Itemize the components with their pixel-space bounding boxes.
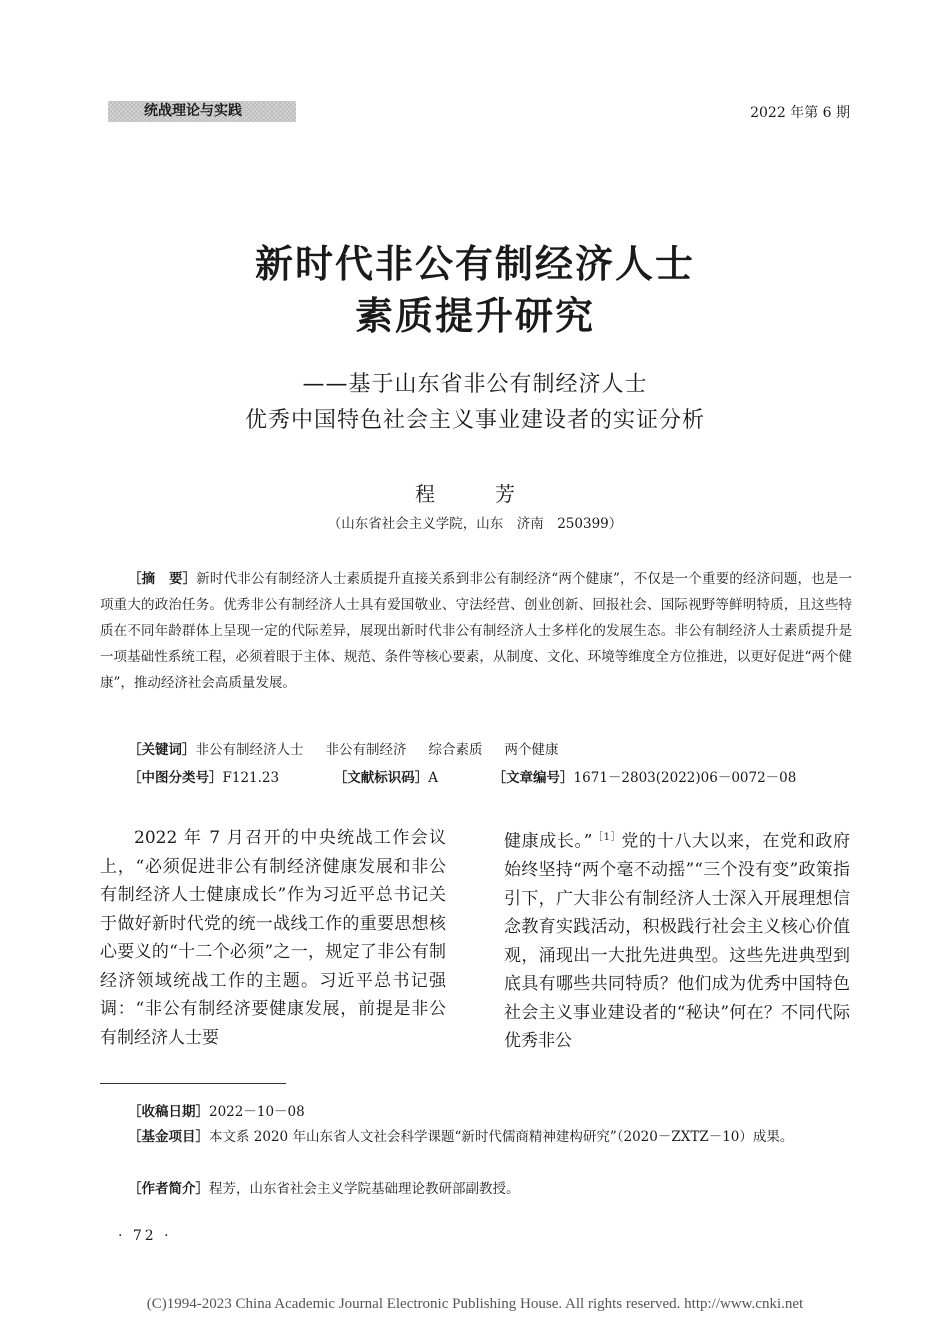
received-date: [128, 1101, 852, 1123]
footnote-divider: [100, 1083, 286, 1084]
keyword-item: 非公有制经济人士: [195, 742, 304, 758]
abstract-label: ［摘 要］: [128, 571, 197, 587]
doc-code-value: A: [428, 770, 438, 786]
body-right-rest: 党的十八大以来，在党和政府始终坚持“两个毫不动摇”“三个没有变”政策指引下，广大非公有制经济人士深入开展理想信念教育实践活动，积极践行社会主义核心价值观，涌现出一大批先进典型。这些先进典型到底具有哪些共同特质？他们成为优秀中国特色社会主义事业建设者的“秘诀”何在？不同代际优秀非公: [504, 831, 850, 1052]
clc-label: ［中图分类号］: [128, 770, 223, 786]
received-label: ［收稿日期］: [128, 1104, 209, 1120]
article-id-value: 1671－2803(2022)06－0072－08: [573, 770, 797, 786]
issue-label: 2022 年第 6 期: [750, 105, 850, 121]
keyword-item: 两个健康: [504, 742, 559, 758]
classification-line: [128, 766, 796, 786]
abstract-text: 新时代非公有制经济人士素质提升直接关系到非公有制经济“两个健康”，不仅是一个重要的经济问题，也是一项重大的政治任务。优秀非公有制经济人士具有爱国敬业、守法经营、创业创新、回报社会、国际视野等鲜明特质，且这些特质在不同年龄群体上呈现一定的代际差异，展现出新时代非公有制经济人士多样化的发展生态。非公有制经济人士素质提升是一项基础性系统工程，必须着眼于主体、规范、条件等核心要素，从制度、文化、环境等维度全方位推进，以更好促进“两个健康”，推动经济社会高质量发展。: [100, 571, 852, 691]
title-line-2: 素质提升研究: [354, 294, 595, 338]
keyword-item: 非公有制经济: [325, 742, 407, 758]
subtitle-line-2: 优秀中国特色社会主义事业建设者的实证分析: [244, 408, 705, 433]
bio-value: 程芳，山东省社会主义学院基础理论教研部副教授。: [209, 1181, 520, 1197]
doc-code-label: ［文献标识码］: [333, 770, 429, 786]
section-tag: [108, 101, 296, 122]
page-number: · 72 ·: [118, 1228, 172, 1244]
author-bio: [128, 1178, 852, 1200]
abstract: [100, 566, 852, 696]
author-name: 程 芳: [415, 482, 535, 506]
body-column-left: 2022 年 7 月召开的中央统战工作会议上，“必须促进非公有制经济健康发展和非公有制经济人士健康成长”作为习近平总书记关于做好新时代党的统一战线工作的重要思想核心要义的“十二个必须”之一，规定了非公有制经济领域统战工作的主题。习近平总书记强调：“非公有制经济要健康发展，前提是非公有制经济人士要: [100, 828, 446, 1048]
keyword-item: 综合素质: [428, 742, 483, 758]
title-line-1: 新时代非公有制经济人士: [254, 242, 695, 286]
keywords: [128, 738, 581, 758]
body-right-start: 健康成长。”: [504, 831, 593, 852]
fund-label: ［基金项目］: [128, 1129, 209, 1145]
copyright-footer: (C)1994-2023 China Academic Journal Electronic Publishing House. All rights reserved. http://www.cnki.net: [146, 1296, 804, 1312]
subtitle-line-1: ——基于山东省非公有制经济人士: [302, 372, 648, 397]
fund-project: [100, 1126, 852, 1148]
bio-label: ［作者简介］: [128, 1181, 209, 1197]
article-id-label: ［文章编号］: [492, 770, 574, 786]
citation-ref[interactable]: ［1］: [592, 832, 622, 843]
fund-value: 本文系 2020 年山东省人文社会科学课题“新时代儒商精神建构研究”（2020－ZXTZ－10）成果。: [209, 1129, 794, 1145]
section-tag-label: 统战理论与实践: [144, 103, 242, 119]
clc-value: F121.23: [222, 770, 280, 786]
body-column-right: [504, 824, 850, 1056]
author-affiliation: （山东省社会主义学院，山东 济南 250399）: [327, 516, 623, 532]
keywords-label: ［关键词］: [128, 742, 196, 758]
received-value: 2022－10－08: [209, 1104, 305, 1120]
